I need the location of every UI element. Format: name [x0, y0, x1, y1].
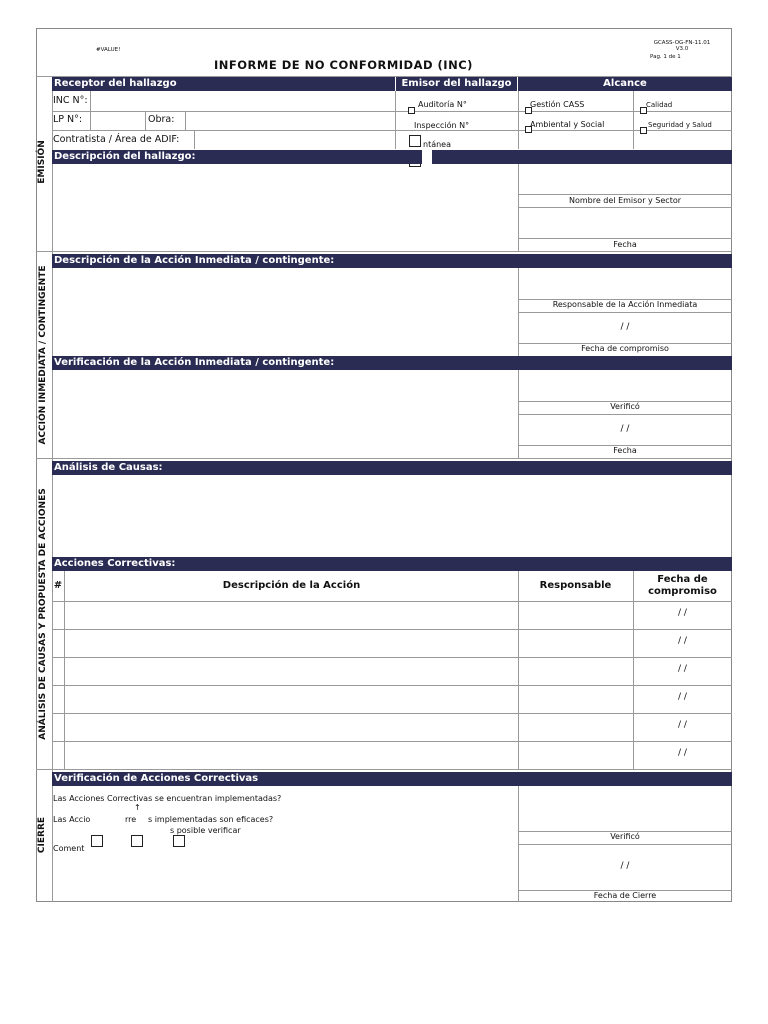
table-row[interactable]: [65, 742, 518, 769]
seguridad-checkbox[interactable]: [640, 127, 647, 134]
responsable-accion-label: Responsable de la Acción Inmediata: [552, 300, 698, 309]
espontanea-label: ntánea: [423, 140, 452, 149]
fecha-compromiso-label: Fecha de compromiso: [581, 344, 669, 353]
cierre-checkbox-3[interactable]: [173, 835, 185, 847]
compromiso-date[interactable]: / /: [620, 322, 630, 332]
seguridad-label: Seguridad y Salud: [648, 121, 712, 129]
descripcion-hallazgo-header: Descripción del hallazgo:: [52, 150, 422, 164]
inspeccion-checkbox[interactable]: [409, 135, 421, 147]
inc-label: INC N°:: [53, 95, 88, 106]
col-descripcion-header: Descripción de la Acción: [222, 580, 361, 591]
table-row[interactable]: [65, 630, 518, 657]
nombre-emisor-label: Nombre del Emisor y Sector: [568, 196, 682, 205]
contratista-label: Contratista / Área de ADIF:: [53, 134, 180, 145]
table-row[interactable]: [65, 714, 518, 741]
row-3-date[interactable]: / /: [678, 664, 687, 674]
form-code: GCASS-OG-FN-11.01: [653, 40, 711, 46]
cierre-checkbox-1[interactable]: [91, 835, 103, 847]
gestion-cass-label: Gestión CASS: [530, 100, 585, 109]
lp-number-field[interactable]: [91, 112, 145, 129]
table-row[interactable]: [65, 602, 518, 629]
emision-fecha-label: Fecha: [613, 240, 637, 249]
q-eficaces-part3: s implementadas son eficaces?: [148, 815, 274, 824]
verificacion-accion-field[interactable]: [53, 371, 517, 457]
calidad-label: Calidad: [646, 101, 673, 109]
inspeccion-label: Inspección N°: [414, 121, 470, 130]
cierre-verifico-label: Verificó: [610, 832, 640, 841]
cierre-checkbox-2[interactable]: [131, 835, 143, 847]
page-number: Pag. 1 de 1: [650, 54, 681, 60]
accion-fecha-label: Fecha: [613, 446, 637, 455]
form-version: V3.0: [675, 46, 689, 52]
emision-section-label: EMISIÓN: [37, 140, 47, 184]
auditoria-label: Auditoría N°: [418, 100, 467, 109]
accion-verifico-label: Verificó: [610, 402, 640, 411]
descripcion-hallazgo-header-fill: [432, 150, 732, 164]
verificacion-acciones-header: Verificación de Acciones Correctivas: [52, 772, 732, 786]
analisis-section-label: ANÁLISIS DE CAUSAS Y PROPUESTA DE ACCIONES: [38, 488, 48, 740]
analisis-causas-field[interactable]: [53, 476, 731, 556]
accion-inmediata-header: Descripción de la Acción Inmediata / contingente:: [52, 254, 732, 268]
emisor-header: Emisor del hallazgo: [396, 77, 517, 91]
receptor-header: Receptor del hallazgo: [52, 77, 395, 91]
table-row[interactable]: [65, 686, 518, 713]
page-title: INFORME DE NO CONFORMIDAD (INC): [214, 58, 473, 72]
value-error-text: #VALUE!: [96, 47, 121, 53]
fecha-cierre-label: Fecha de Cierre: [593, 891, 657, 900]
col-number-header: #: [53, 580, 63, 591]
q-eficaces-part1: Las Accio: [53, 815, 91, 824]
row-6-date[interactable]: / /: [678, 748, 687, 758]
cierre-date[interactable]: / /: [620, 861, 630, 871]
q-verificar: s posible verificar: [170, 826, 241, 835]
obra-label: Obra:: [148, 114, 175, 125]
row-2-date[interactable]: / /: [678, 636, 687, 646]
col-responsable-header: Responsable: [539, 580, 612, 591]
verificacion-accion-header: Verificación de la Acción Inmediata / contingente:: [52, 356, 732, 370]
table-row[interactable]: [65, 658, 518, 685]
col-fecha-header-line1: Fecha de: [657, 574, 708, 585]
ambiental-label: Ambiental y Social: [530, 120, 605, 129]
contratista-field[interactable]: [195, 131, 395, 148]
analisis-causas-header: Análisis de Causas:: [52, 461, 732, 475]
comentarios-label: Coment: [53, 844, 85, 853]
lp-label: LP N°:: [53, 114, 83, 125]
up-arrow-icon: ↑: [134, 803, 141, 812]
acciones-correctivas-header: Acciones Correctivas:: [52, 557, 732, 571]
q-eficaces-part2: rre: [125, 815, 137, 824]
descripcion-hallazgo-field[interactable]: [53, 165, 517, 250]
obra-field[interactable]: [186, 112, 395, 129]
auditoria-checkbox[interactable]: [408, 107, 415, 114]
cierre-section-label: CIERRE: [37, 816, 47, 854]
accion-section-label: ACCIÓN INMEDIATA / CONTINGENTE: [38, 265, 48, 445]
row-4-date[interactable]: / /: [678, 692, 687, 702]
inc-number-field[interactable]: [91, 92, 395, 110]
row-5-date[interactable]: / /: [678, 720, 687, 730]
alcance-header: Alcance: [518, 77, 732, 91]
accion-inmediata-field[interactable]: [53, 269, 517, 355]
q-implementadas: Las Acciones Correctivas se encuentran implementadas?: [53, 794, 282, 803]
col-fecha-header-line2: compromiso: [648, 586, 717, 597]
row-1-date[interactable]: / /: [678, 608, 687, 618]
accion-verif-date[interactable]: / /: [620, 424, 630, 434]
